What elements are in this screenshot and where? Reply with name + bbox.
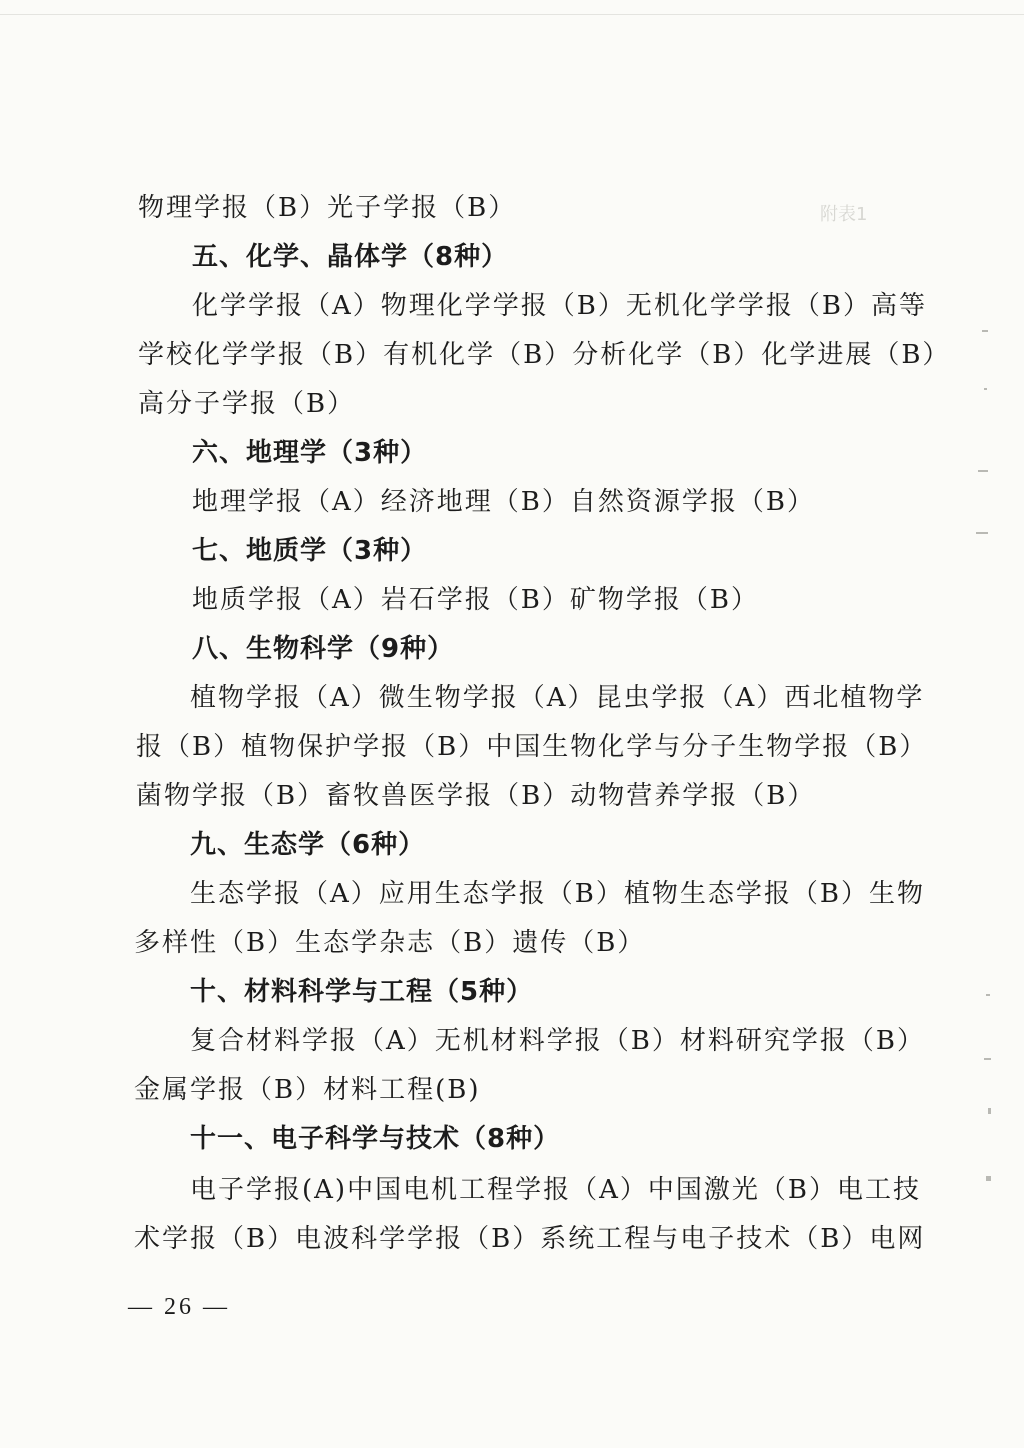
- journal-line: 化学学报（A）物理化学学报（B）无机化学学报（B）高等: [192, 291, 927, 321]
- bleed-through-mark: 附表1: [820, 204, 868, 225]
- section-heading-geology: 七、地质学（3种）: [192, 536, 428, 566]
- section-heading-chemistry: 五、化学、晶体学（8种）: [192, 242, 509, 272]
- journal-line: 术学报（B）电波科学学报（B）系统工程与电子技术（B）电网: [134, 1224, 926, 1254]
- journal-line: 生态学报（A）应用生态学报（B）植物生态学报（B）生物: [190, 879, 925, 909]
- scan-speck: [984, 388, 987, 390]
- scan-speck: [978, 470, 988, 472]
- section-heading-geography: 六、地理学（3种）: [192, 438, 428, 468]
- section-heading-materials: 十、材料科学与工程（5种）: [190, 977, 534, 1007]
- journal-line: 金属学报（B）材料工程(B): [134, 1075, 481, 1105]
- journal-line: 菌物学报（B）畜牧兽医学报（B）动物营养学报（B）: [136, 781, 816, 811]
- scan-speck: [976, 532, 988, 534]
- journal-line: 电子学报(A)中国电机工程学报（A）中国激光（B）电工技: [190, 1175, 921, 1205]
- journal-line: 高分子学报（B）: [138, 389, 356, 419]
- journal-line: 多样性（B）生态学杂志（B）遗传（B）: [134, 928, 646, 958]
- scan-speck: [986, 1176, 991, 1181]
- scan-speck: [988, 1108, 991, 1114]
- scan-speck: [984, 1058, 991, 1060]
- top-border-line: [0, 14, 1024, 15]
- section-heading-biology: 八、生物科学（9种）: [192, 634, 455, 664]
- journal-line: 地理学报（A）经济地理（B）自然资源学报（B）: [192, 487, 815, 517]
- scan-speck: [986, 994, 990, 996]
- scan-speck: [982, 330, 988, 332]
- journal-line: 复合材料学报（A）无机材料学报（B）材料研究学报（B）: [190, 1026, 925, 1056]
- page-number: — 26 —: [128, 1294, 230, 1320]
- section-heading-electronics: 十一、电子科学与技术（8种）: [190, 1124, 561, 1154]
- journal-line: 物理学报（B）光子学报（B）: [138, 193, 517, 223]
- journal-line: 地质学报（A）岩石学报（B）矿物学报（B）: [192, 585, 759, 615]
- journal-line: 报（B）植物保护学报（B）中国生物化学与分子生物学报（B）: [136, 732, 928, 762]
- journal-line: 植物学报（A）微生物学报（A）昆虫学报（A）西北植物学: [190, 683, 925, 713]
- journal-line: 学校化学学报（B）有机化学（B）分析化学（B）化学进展（B）: [138, 340, 951, 370]
- section-heading-ecology: 九、生态学（6种）: [190, 830, 426, 860]
